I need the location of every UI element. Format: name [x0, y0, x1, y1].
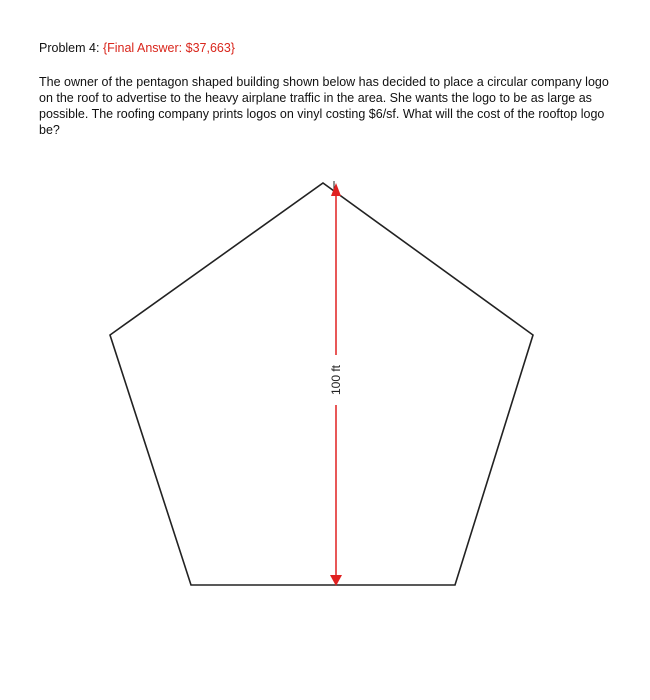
problem-label: Problem 4: [39, 41, 100, 55]
problem-text-line: possible. The roofing company prints logos on vinyl costing $6/sf. What will the cost of the rooftop logo [39, 107, 605, 121]
problem-text-line: be? [39, 123, 60, 137]
problem-text-line: on the roof to advertise to the heavy airplane traffic in the area. She wants the logo to be as large as [39, 91, 592, 105]
dimension-label: 100 ft [329, 364, 344, 396]
pentagon-outline [110, 183, 533, 585]
final-answer: {Final Answer: $37,663} [102, 41, 235, 55]
problem-text-line: The owner of the pentagon shaped building shown below has decided to place a circular company logo [39, 75, 609, 89]
